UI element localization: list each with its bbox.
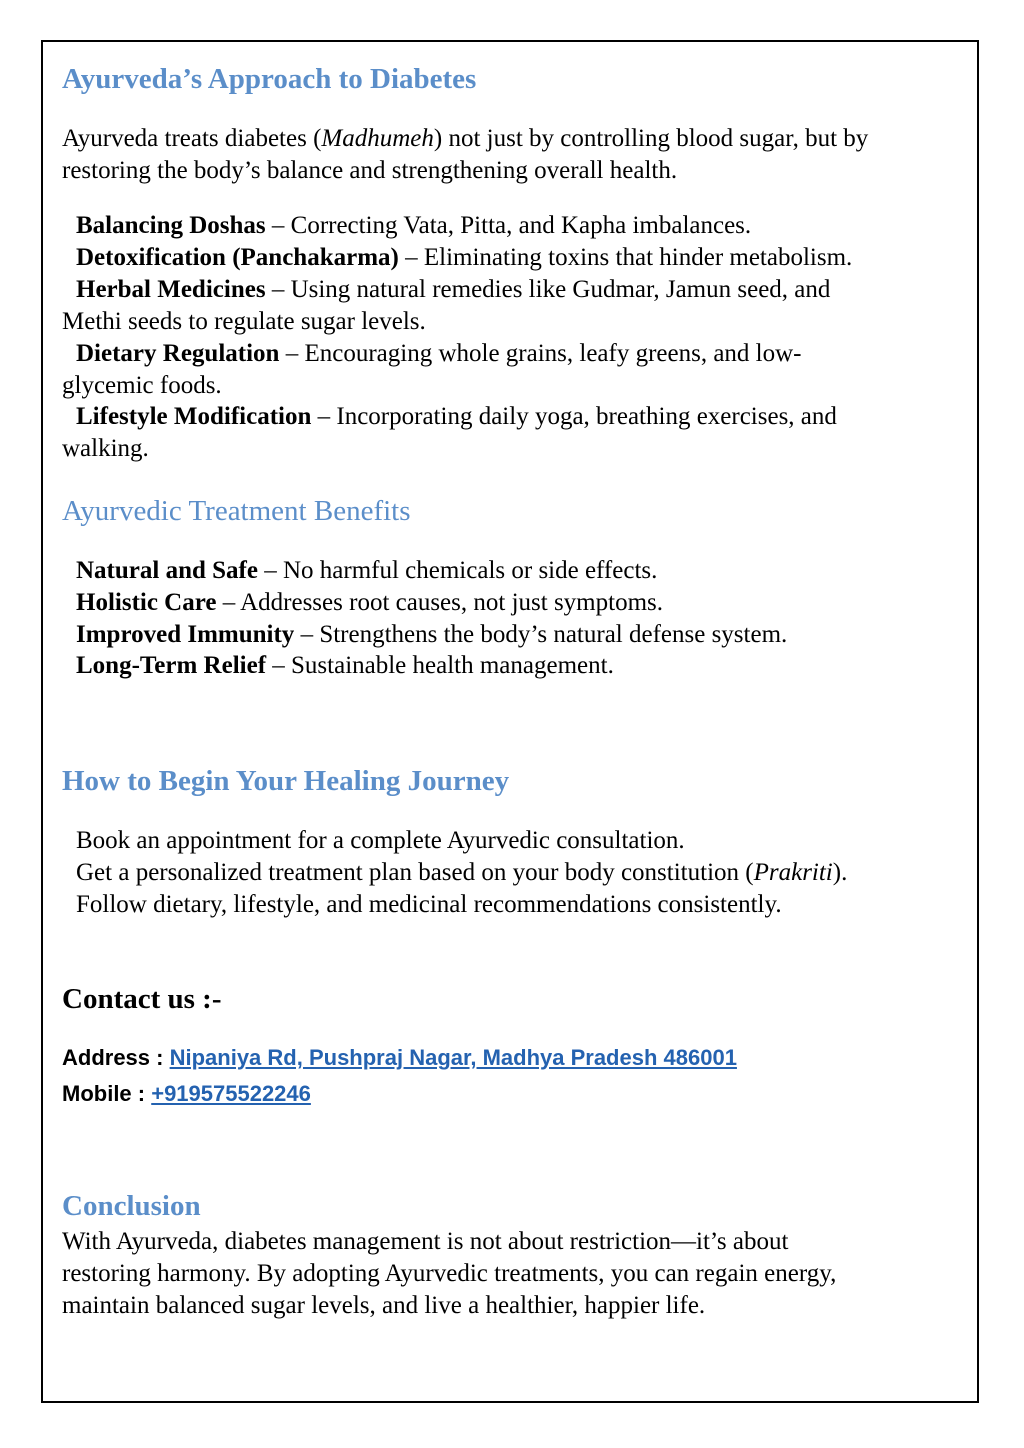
item-label: Balancing Doshas: [76, 212, 266, 239]
section-title-approach: Ayurveda’s Approach to Diabetes: [62, 63, 477, 95]
mobile-link[interactable]: +919575522246: [151, 1081, 311, 1106]
intro-line-1: [62, 123, 868, 155]
item-text: – Incorporating daily yoga, breathing exercises, and: [311, 403, 837, 430]
item-text: – Eliminating toxins that hinder metabolism.: [398, 244, 853, 271]
item-label: Lifestyle Modification: [76, 403, 312, 430]
item-text: – Strengthens the body’s natural defense system.: [294, 621, 788, 648]
intro-term: Madhumeh: [321, 125, 434, 152]
contact-mobile: [62, 1081, 311, 1107]
step-text: ).: [832, 859, 848, 886]
item-text: – Encouraging whole grains, leafy greens, and low-: [279, 340, 802, 367]
mobile-label: Mobile :: [62, 1081, 152, 1106]
item-label: Improved Immunity: [76, 621, 295, 648]
list-item-continuation: Methi seeds to regulate sugar levels.: [62, 308, 426, 335]
list-item: [76, 338, 802, 370]
conclusion-line: restoring harmony. By adopting Ayurvedic treatments, you can regain energy,: [62, 1260, 837, 1287]
section-title-journey: How to Begin Your Healing Journey: [62, 765, 510, 797]
journey-step-3: Follow dietary, lifestyle, and medicinal recommendations consistently.: [76, 891, 782, 918]
step-term: Prakriti: [753, 859, 833, 886]
conclusion-line: With Ayurveda, diabetes management is not about restriction—it’s about: [62, 1228, 789, 1255]
list-item: [76, 587, 663, 619]
journey-step-1: Book an appointment for a complete Ayurvedic consultation.: [76, 827, 685, 854]
list-item: [76, 555, 657, 587]
list-item: [76, 401, 837, 433]
address-label: Address :: [62, 1045, 170, 1070]
section-title-benefits: Ayurvedic Treatment Benefits: [62, 495, 411, 527]
intro-text: ) not just by controlling blood sugar, but by: [433, 125, 869, 152]
list-item: [76, 650, 614, 682]
list-item: [76, 619, 787, 651]
item-label: Natural and Safe: [76, 557, 258, 584]
intro-line-2: restoring the body’s balance and strengthening overall health.: [62, 157, 678, 184]
contact-address: [62, 1045, 737, 1071]
item-text: – Correcting Vata, Pitta, and Kapha imbalances.: [265, 212, 752, 239]
list-item: [76, 274, 830, 306]
item-text: – No harmful chemicals or side effects.: [257, 557, 658, 584]
item-text: – Addresses root causes, not just symptoms.: [216, 589, 663, 616]
item-label: Detoxification (Panchakarma): [76, 244, 399, 271]
item-label: Herbal Medicines: [76, 276, 266, 303]
item-text: – Sustainable health management.: [266, 652, 614, 679]
contact-title: Contact us :-: [62, 983, 222, 1015]
step-text: Get a personalized treatment plan based on your body constitution (: [76, 859, 754, 886]
intro-text: Ayurveda treats diabetes (: [62, 125, 322, 152]
list-item-continuation: walking.: [62, 435, 149, 462]
conclusion-line: maintain balanced sugar levels, and live a healthier, happier life.: [62, 1292, 706, 1319]
item-label: Dietary Regulation: [76, 340, 280, 367]
item-label: Holistic Care: [76, 589, 217, 616]
list-item-continuation: glycemic foods.: [62, 372, 222, 399]
address-link[interactable]: Nipaniya Rd, Pushpraj Nagar, Madhya Pradesh 486001: [169, 1045, 737, 1070]
conclusion-title: Conclusion: [62, 1190, 201, 1222]
list-item: [76, 242, 852, 274]
item-text: – Using natural remedies like Gudmar, Jamun seed, and: [265, 276, 831, 303]
item-label: Long-Term Relief: [76, 652, 267, 679]
journey-step-2: [76, 857, 847, 889]
list-item: [76, 210, 751, 242]
